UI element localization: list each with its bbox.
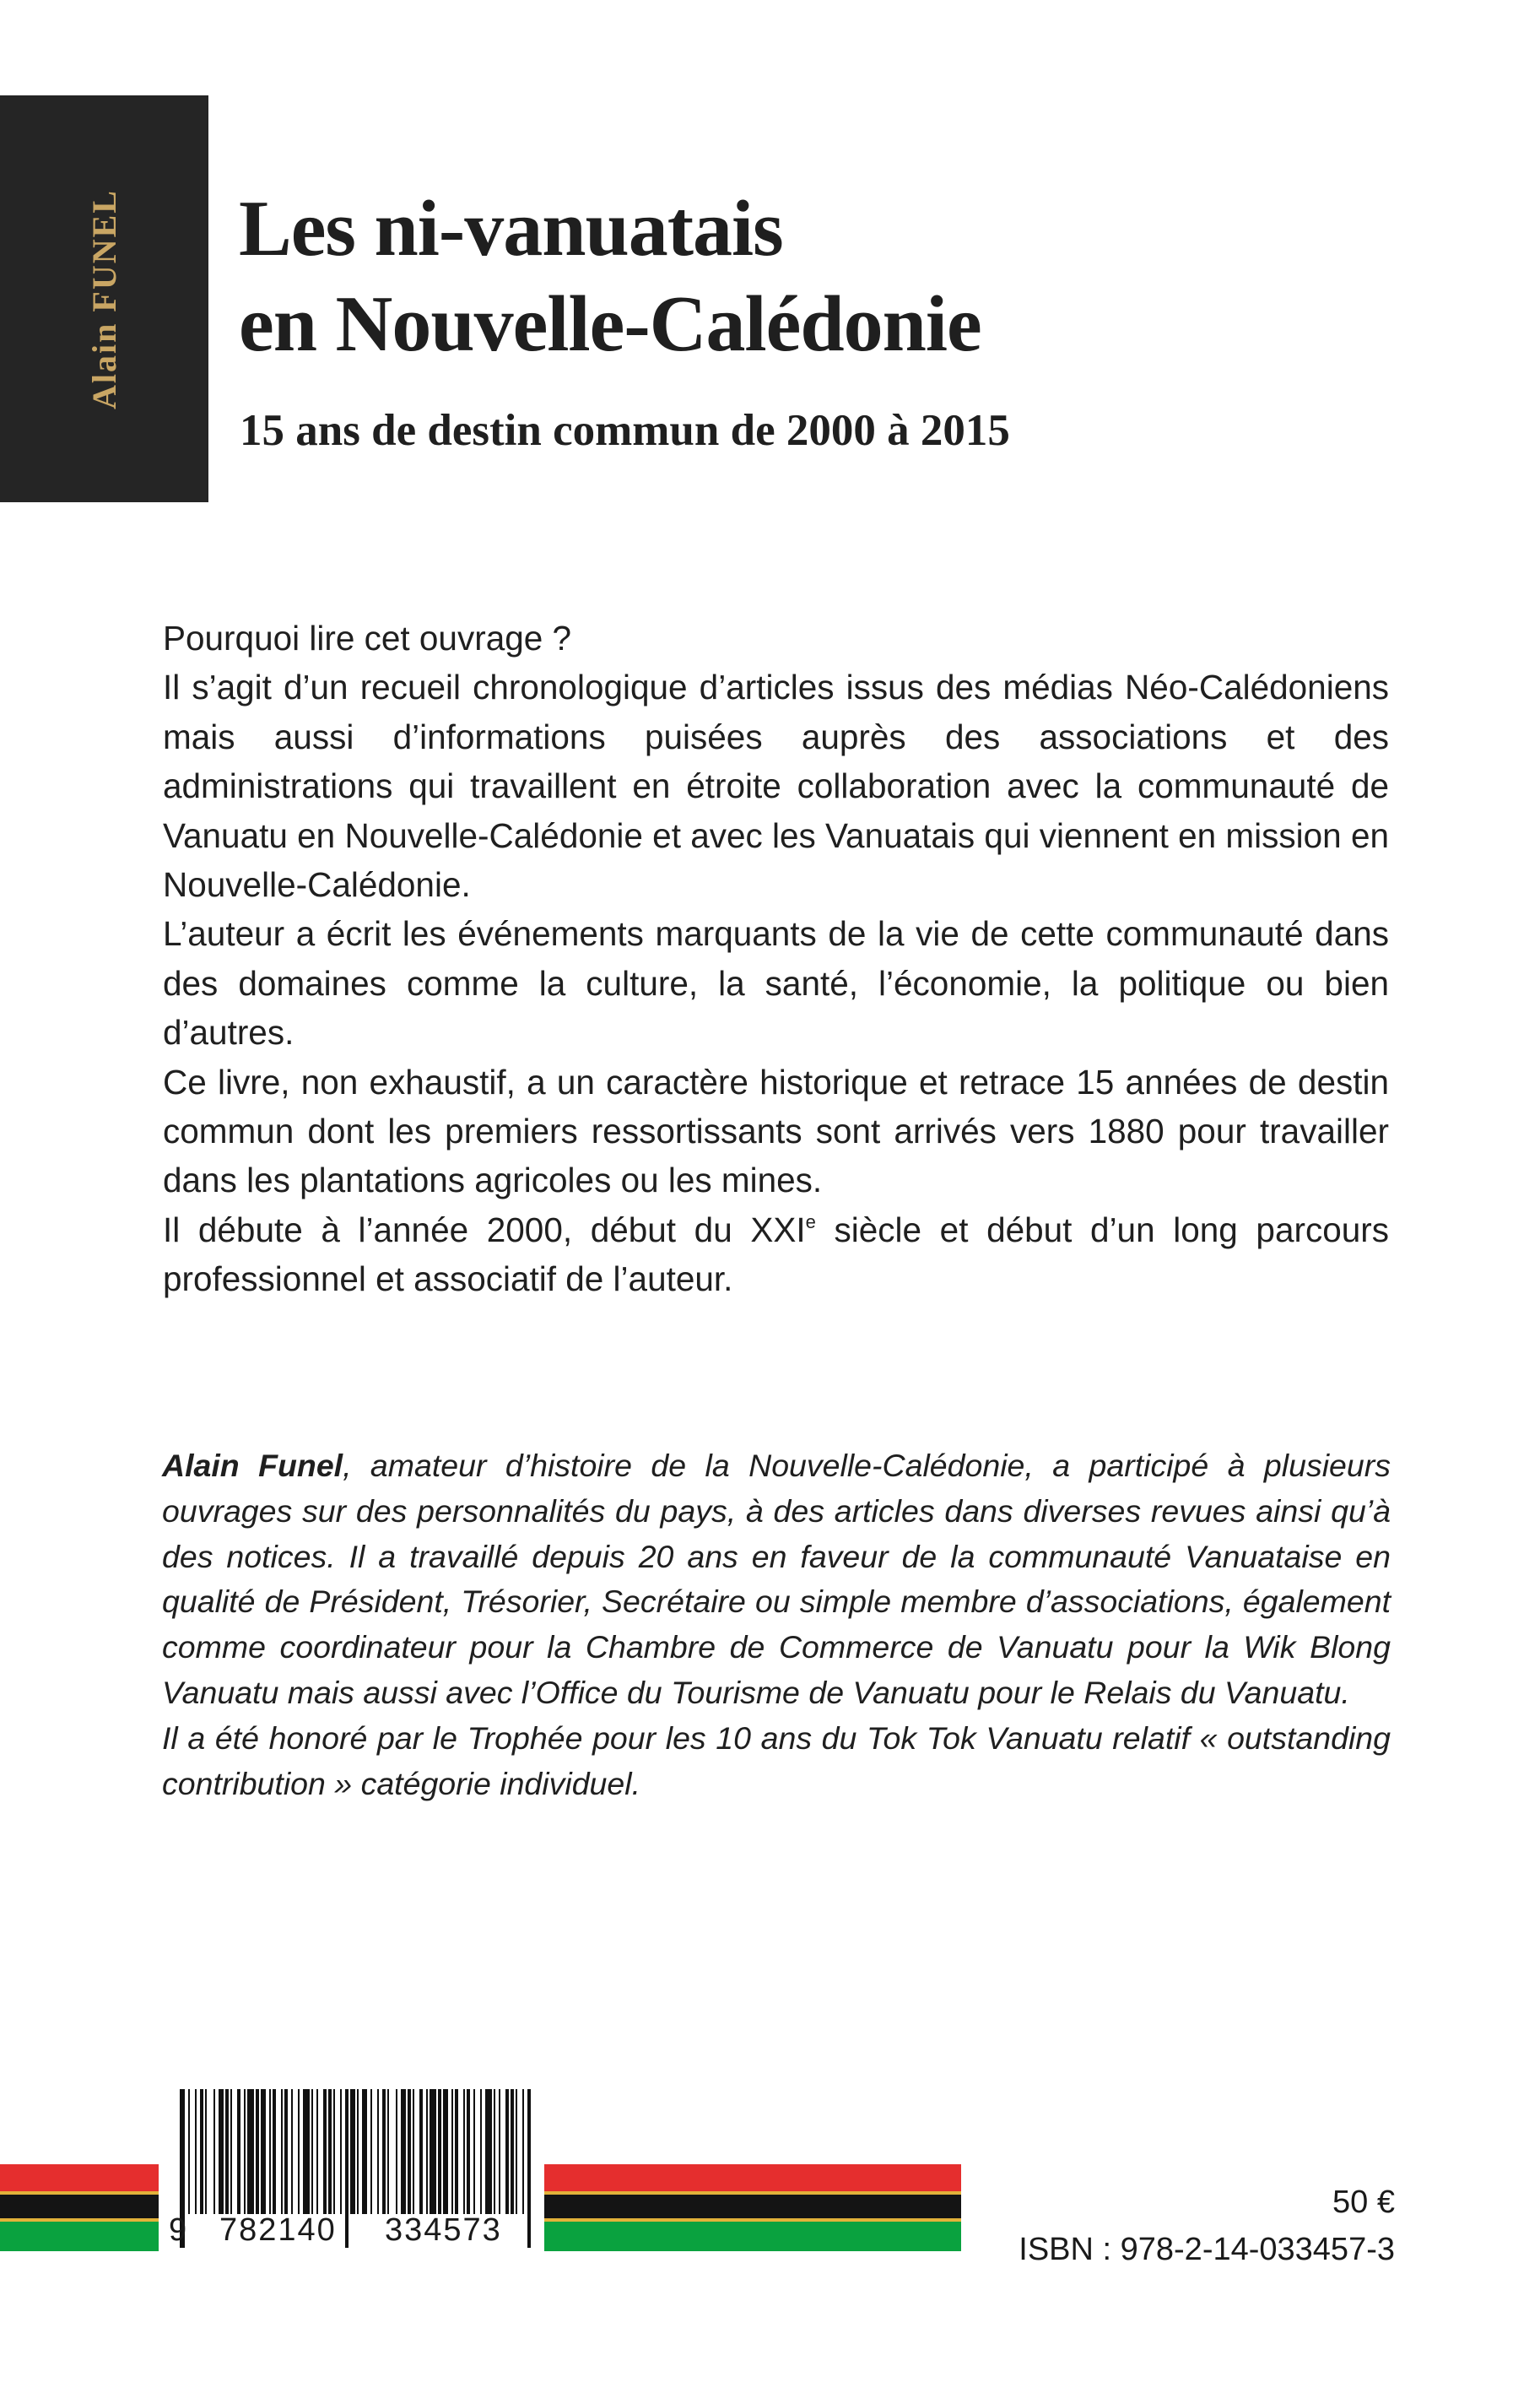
barcode-bar: [377, 2089, 379, 2214]
author-spine-block: [0, 95, 208, 502]
bio-paragraph: Il a été honoré par le Trophée pour les 10 ans du Tok Tok Vanuatu relatif « outstanding contribution » catégorie individuel.: [162, 1719, 1391, 1801]
barcode-bar: [370, 2089, 372, 2214]
bio-text: , amateur d’histoire de la Nouvelle-Calédonie, a participé à plusieurs ouvrages sur des personnalités du pays, à des articles dans diverses revues ainsi qu’à des notices. Il a travaillé depuis 20 ans en faveur de la communauté Vanuataise en qualité de Président, Trésorier, Secrétaire ou simple membre d’associations, également comme coordinateur pour la Chambre de Commerce de Vanuatu pour la Wik Blong Vanuatu mais aussi avec l’Office du Tourisme de Vanuatu pour le Relais du Vanuatu.: [162, 1448, 1391, 1710]
barcode-bar: [419, 2089, 423, 2214]
barcode-bar: [499, 2089, 500, 2214]
flag-green-stripe: [544, 2222, 961, 2251]
barcode-group1: 782140: [219, 2212, 337, 2248]
book-title: [239, 181, 1505, 372]
summary-paragraph: Ce livre, non exhaustif, a un caractère historique et retrace 15 années de destin commun dont les premiers ressortissants sont arrivés vers 1880 pour travailler dans les plantations agricoles ou les mines.: [163, 1062, 1389, 1200]
flag-stripes-right: [544, 2164, 961, 2251]
barcode-first-digit: 9: [169, 2212, 187, 2248]
barcode-bar: [413, 2089, 414, 2214]
barcode-bar: [188, 2089, 190, 2214]
summary-paragraph: Il s’agit d’un recueil chronologique d’articles issus des médias Néo-Calédoniens mais aussi d’informations puisées auprès des associations et des administrations qui travaillent en étroite collaboration avec la communauté de Vanuatu en Nouvelle-Calédonie et avec les Vanuatais qui viennent en mission en Nouvelle-Calédonie.: [163, 668, 1389, 905]
flag-red-stripe: [544, 2164, 961, 2191]
barcode-bar: [247, 2089, 254, 2214]
author-spine-label-wrap: [0, 95, 208, 502]
barcode-bar: [256, 2089, 259, 2214]
barcode-bar: [205, 2089, 207, 2214]
barcode-bar: [426, 2089, 428, 2214]
summary-text: Il débute à l’année 2000, début du XXI: [163, 1210, 806, 1249]
barcode-bar: [401, 2089, 406, 2214]
bio-paragraph: [162, 1443, 1391, 1716]
barcode-bar: [225, 2089, 229, 2214]
barcode-bar: [311, 2089, 313, 2214]
barcode-bar: [362, 2089, 367, 2214]
barcode-bar: [219, 2089, 224, 2214]
book-title-line1: Les ni-vanuatais: [239, 185, 783, 273]
barcode-bar: [455, 2089, 458, 2214]
barcode-bar: [357, 2089, 359, 2214]
barcode-bar: [522, 2089, 524, 2214]
barcode-bar: [511, 2089, 514, 2214]
book-subtitle: 15 ans de destin commun de 2000 à 2015: [240, 406, 1010, 455]
barcode-bar: [451, 2089, 453, 2214]
barcode-bar: [387, 2089, 389, 2214]
barcode-bar: [200, 2089, 203, 2214]
book-title-line2: en Nouvelle-Calédonie: [239, 280, 981, 368]
barcode-bar: [505, 2089, 509, 2214]
barcode-bar: [516, 2089, 517, 2214]
flag-black-stripe: [544, 2195, 961, 2218]
barcode-bar: [473, 2089, 475, 2214]
barcode-bar: [408, 2089, 411, 2214]
summary-paragraph: L’auteur a écrit les événements marquants de la vie de cette communauté dans des domaines comme la culture, la santé, l’économie, la politique ou bien d’autres.: [163, 914, 1389, 1053]
barcode-bar: [396, 2089, 397, 2214]
barcode-bar: [485, 2089, 492, 2214]
book-summary: [163, 614, 1389, 1304]
barcode-bar: [467, 2089, 470, 2214]
barcode-bar: [463, 2089, 465, 2214]
barcode-bar: [237, 2089, 240, 2214]
author-spine-label: Alain FUNEL: [85, 188, 123, 409]
summary-paragraph: [163, 1205, 1389, 1304]
barcode-bar: [213, 2089, 215, 2214]
barcode-bar: [281, 2089, 283, 2214]
barcode-bar: [382, 2089, 386, 2214]
barcode-bar: [494, 2089, 495, 2214]
barcode-bar: [284, 2089, 288, 2214]
barcode-group2: 334573: [385, 2212, 502, 2248]
barcode-bar: [273, 2089, 276, 2214]
barcode-bar: [291, 2089, 293, 2214]
barcode-bar: [298, 2089, 300, 2214]
barcode-bar: [323, 2089, 327, 2214]
barcode-bar: [244, 2089, 246, 2214]
barcode-bar: [195, 2089, 197, 2214]
barcode-bar: [303, 2089, 310, 2214]
bio-author-name: Alain Funel: [162, 1448, 343, 1483]
barcode-bar: [269, 2089, 271, 2214]
century-superscript: e: [805, 1210, 816, 1232]
barcode-bar: [480, 2089, 482, 2214]
flag-red-stripe: [0, 2164, 159, 2191]
barcode-digits: [0, 2212, 540, 2250]
summary-text: siècle et début d’un long parcours professionnel et associatif de l’auteur.: [163, 1210, 1389, 1299]
isbn-number: ISBN : 978-2-14-033457-3: [1019, 2232, 1395, 2267]
barcode-bar: [316, 2089, 318, 2214]
barcode-bar: [340, 2089, 342, 2214]
summary-question: Pourquoi lire cet ouvrage ?: [163, 619, 572, 658]
price: 50 €: [1332, 2185, 1395, 2220]
barcode-bar: [350, 2089, 355, 2214]
barcode-bar: [430, 2089, 436, 2214]
barcode-bar: [443, 2089, 448, 2214]
author-bio: [162, 1443, 1391, 1806]
barcode-bar: [261, 2089, 266, 2214]
barcode-bar: [438, 2089, 441, 2214]
barcode-bar: [333, 2089, 335, 2214]
barcode-bar: [230, 2089, 232, 2214]
barcode-bar: [328, 2089, 332, 2214]
